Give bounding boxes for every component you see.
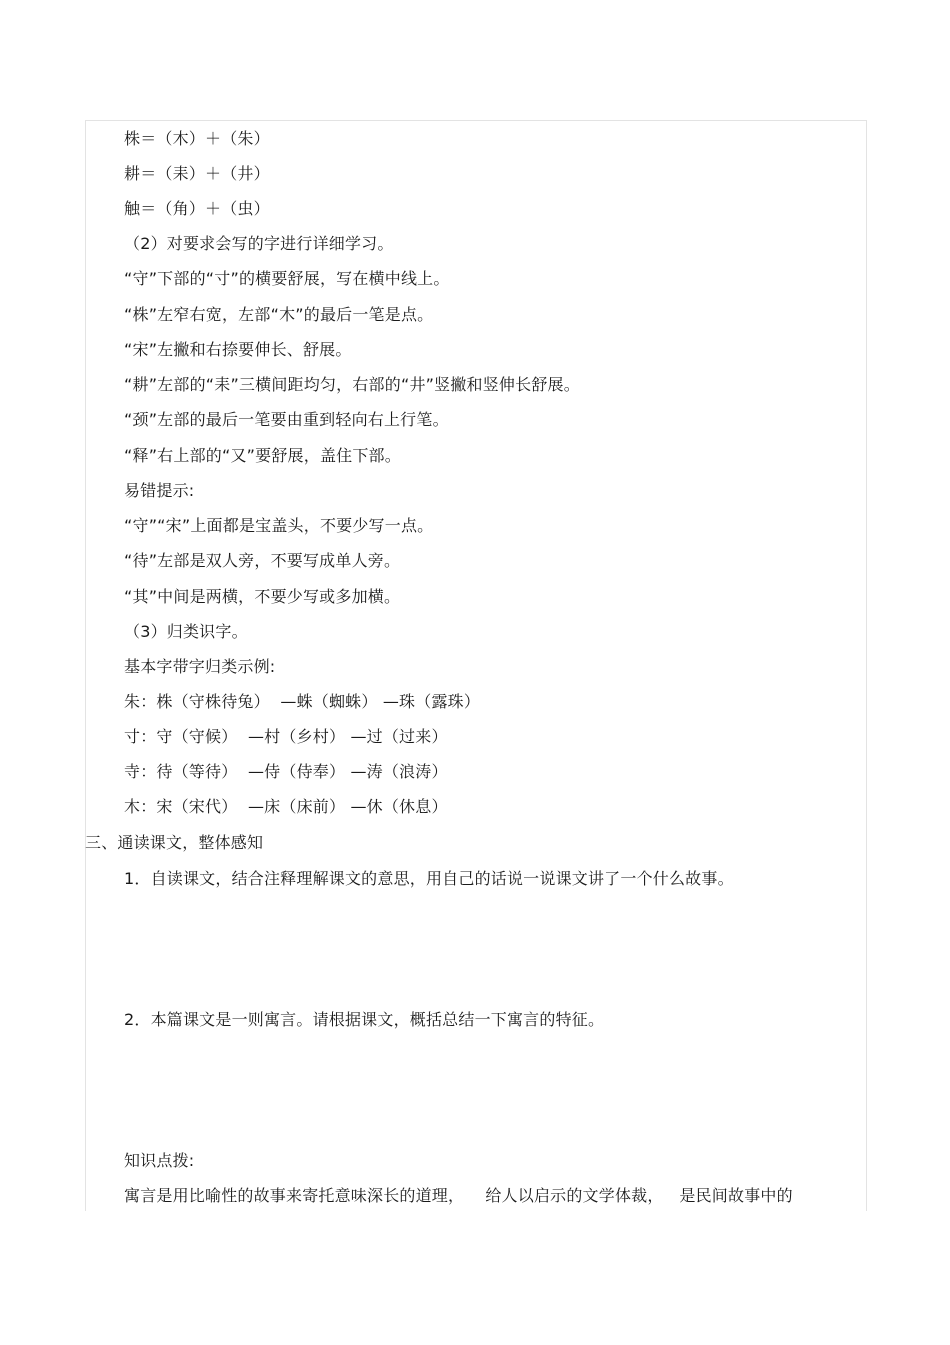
text-line: 易错提示: (124, 481, 195, 500)
question-1: 1．自读课文，结合注释理解课文的意思，用自己的话说一说课文讲了一个什么故事。 (124, 869, 734, 888)
text-line: 寺：待（等待） —侍（侍奉） —涛（浪涛） (124, 762, 448, 781)
text-line: 寸：守（守候） —村（乡村） —过（过来） (124, 727, 448, 746)
question-2: 2．本篇课文是一则寓言。请根据课文，概括总结一下寓言的特征。 (124, 1010, 605, 1029)
text-line: “耕”左部的“耒”三横间距均匀，右部的“井”竖撇和竖伸长舒展。 (124, 375, 580, 394)
text-line: “颈”左部的最后一笔要由重到轻向右上行笔。 (124, 410, 449, 429)
knowledge-heading: 知识点拨: (124, 1151, 195, 1170)
text-line: （2）对要求会写的字进行详细学习。 (124, 234, 394, 253)
text-line: “守”下部的“寸”的横要舒展，写在横中线上。 (124, 269, 450, 288)
text-line: 朱：株（守株待兔） —蛛（蜘蛛） —珠（露珠） (124, 692, 481, 711)
knowledge-text: 寓言是用比喻性的故事来寄托意味深长的道理， 给人以启示的文学体裁， 是民间故事中的 (124, 1186, 793, 1205)
text-line: “宋”左撇和右捺要伸长、舒展。 (124, 340, 352, 359)
text-line: “其”中间是两横，不要少写或多加横。 (124, 587, 401, 606)
text-line: （3）归类识字。 (124, 622, 248, 641)
text-line: 耕＝（耒）＋（井） (124, 164, 270, 183)
text-line: 木：宋（宋代） —床（床前） —休（休息） (124, 797, 448, 816)
text-line: “释”右上部的“又”要舒展，盖住下部。 (124, 446, 401, 465)
text-line: 触＝（角）＋（虫） (124, 199, 270, 218)
section-heading: 三、通读课文，整体感知 (85, 833, 264, 852)
text-line: 基本字带字归类示例: (124, 657, 276, 676)
text-line: “株”左窄右宽，左部“木”的最后一笔是点。 (124, 305, 434, 324)
text-line: 株＝（木）＋（朱） (124, 129, 270, 148)
text-line: “待”左部是双人旁，不要写成单人旁。 (124, 551, 401, 570)
text-line: “守”“宋”上面都是宝盖头，不要少写一点。 (124, 516, 434, 535)
